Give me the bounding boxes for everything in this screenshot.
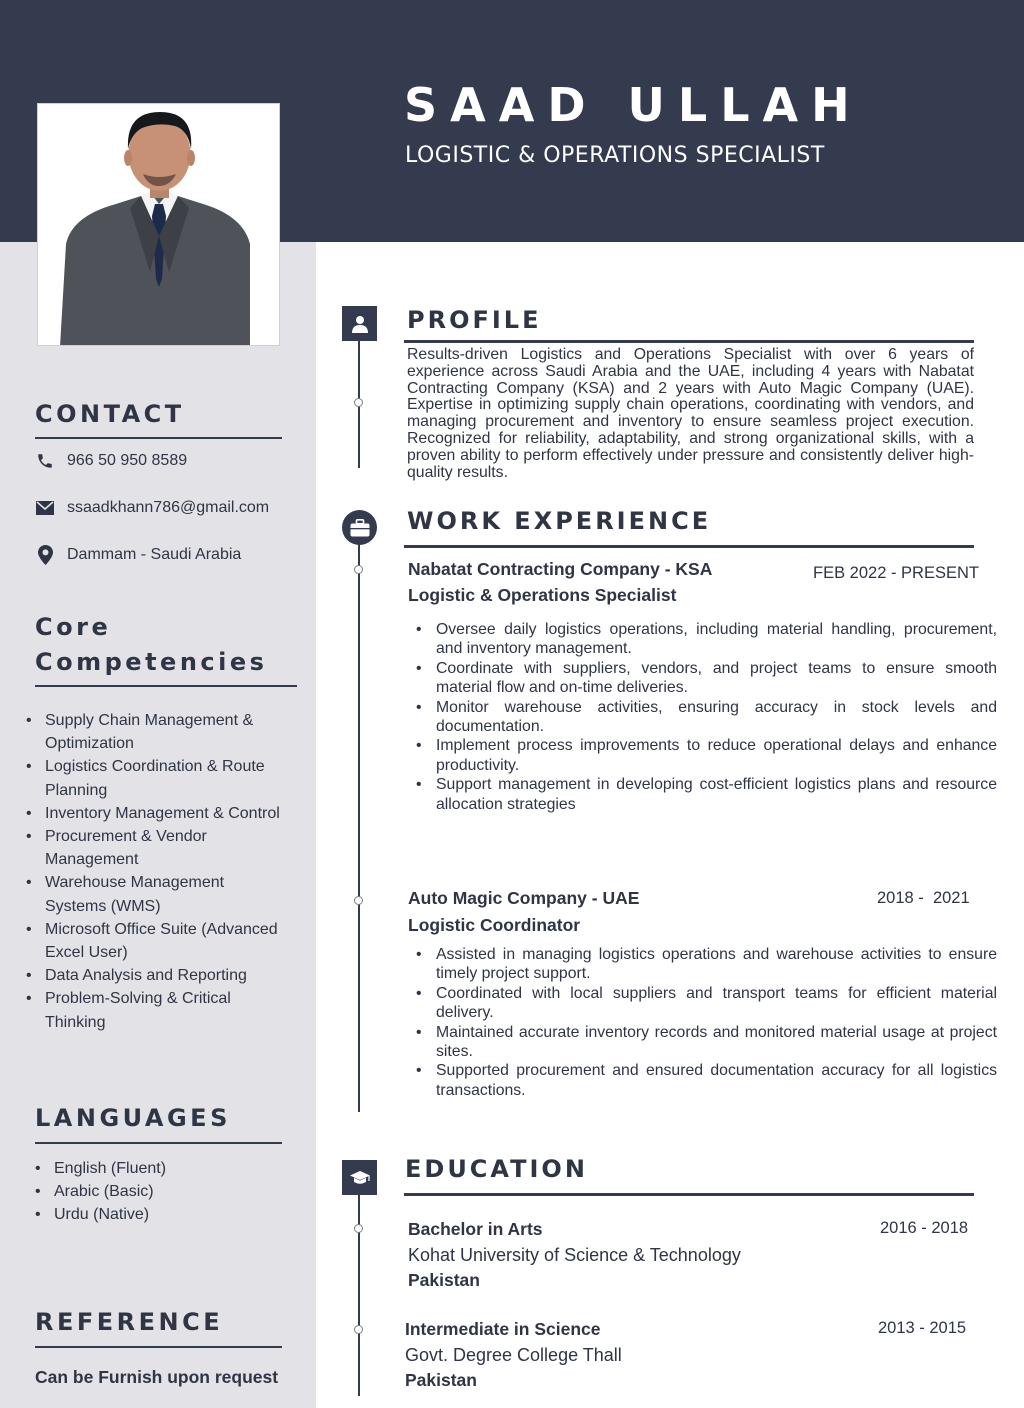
contact-email bbox=[35, 498, 269, 518]
competencies-heading-line1: Core bbox=[35, 613, 112, 641]
competencies-list bbox=[26, 709, 280, 1034]
list-item: • Logistics Coordination & Route Planning bbox=[26, 755, 280, 801]
contact-phone-text: 966 50 950 8589 bbox=[67, 452, 188, 469]
list-item: • Implement process improvements to reduce operational delays and enhance productivity. bbox=[412, 736, 997, 775]
list-item: • Oversee daily logistics operations, including material handling, procurement, and inventory management. bbox=[412, 620, 997, 659]
timeline-education bbox=[358, 1190, 360, 1396]
list-item: • Arabic (Basic) bbox=[35, 1180, 166, 1203]
job-1-role: Logistic & Operations Specialist bbox=[408, 585, 677, 605]
user-icon bbox=[342, 306, 377, 341]
job-2-role: Logistic Coordinator bbox=[408, 915, 581, 935]
edu-1-degree: Bachelor in Arts bbox=[408, 1219, 543, 1239]
languages-rule bbox=[35, 1142, 282, 1144]
edu-2-school: Govt. Degree College Thall bbox=[405, 1345, 622, 1365]
profile-photo bbox=[37, 103, 280, 346]
list-item: • Urdu (Native) bbox=[35, 1203, 166, 1226]
contact-email-text: ssaadkhann786@gmail.com bbox=[67, 499, 270, 516]
competencies-rule bbox=[35, 685, 297, 687]
contact-phone bbox=[35, 451, 187, 471]
job-1-dates: FEB 2022 - PRESENT bbox=[813, 564, 979, 582]
edu-1-school: Kohat University of Science & Technology bbox=[408, 1245, 741, 1265]
list-item: • Maintained accurate inventory records and monitored material usage at project sites. bbox=[412, 1023, 997, 1062]
list-item: • English (Fluent) bbox=[35, 1157, 166, 1180]
graduation-cap-icon bbox=[342, 1160, 377, 1195]
list-item: • Monitor warehouse activities, ensuring accuracy in stock levels and documentation. bbox=[412, 698, 997, 737]
list-item: • Coordinate with suppliers, vendors, and project teams to ensure smooth material flow and on-time deliveries. bbox=[412, 659, 997, 698]
timeline-node bbox=[354, 896, 363, 905]
reference-text: Can be Furnish upon request bbox=[35, 1367, 279, 1387]
list-item: • Supply Chain Management & Optimization bbox=[26, 709, 280, 755]
job-1-bullets bbox=[412, 620, 997, 814]
competencies-heading-line2: Competencies bbox=[35, 648, 268, 676]
briefcase-icon bbox=[342, 510, 377, 545]
edu-1-dates: 2016 - 2018 bbox=[880, 1219, 969, 1237]
list-item: • Inventory Management & Control bbox=[26, 802, 280, 825]
timeline-node bbox=[354, 1325, 363, 1334]
job-2-company: Auto Magic Company - UAE bbox=[408, 888, 640, 908]
contact-location-text: Dammam - Saudi Arabia bbox=[67, 546, 242, 563]
reference-rule bbox=[35, 1346, 282, 1348]
phone-icon bbox=[35, 451, 55, 471]
resume-title: LOGISTIC & OPERATIONS SPECIALIST bbox=[405, 143, 825, 168]
timeline-node bbox=[354, 1224, 363, 1233]
portrait-photo-icon bbox=[38, 104, 280, 346]
languages-heading: LANGUAGES bbox=[35, 1104, 231, 1132]
list-item: • Warehouse Management Systems (WMS) bbox=[26, 871, 280, 917]
contact-location bbox=[35, 545, 241, 565]
edu-2-dates: 2013 - 2015 bbox=[878, 1319, 967, 1337]
contact-rule bbox=[35, 437, 282, 439]
list-item: • Microsoft Office Suite (Advanced Excel User) bbox=[26, 918, 280, 964]
map-pin-icon bbox=[35, 545, 55, 565]
profile-summary: Results-driven Logistics and Operations Specialist with over 6 years of experience across Saudi Arabia and the UAE, including 4 years with Nabatat Contracting Company (KSA) and 2 years with Auto Magic Company (UAE). Expertise in optimizing supply chain operations, coordinating with vendors, and managing procurement and inventory to ensure seamless project execution. Recognized for reliability, adaptability, and strong organizational skills, with a proven ability to perform effectively under pressure and consistently deliver high-quality results. bbox=[407, 346, 974, 481]
job-2-dates: 2018 - 2021 bbox=[877, 889, 970, 907]
education-rule bbox=[404, 1193, 974, 1196]
education-heading: EDUCATION bbox=[405, 1155, 588, 1183]
job-1-company: Nabatat Contracting Company - KSA bbox=[408, 559, 713, 579]
list-item: • Data Analysis and Reporting bbox=[26, 964, 280, 987]
profile-rule bbox=[404, 340, 974, 343]
list-item: • Assisted in managing logistics operations and warehouse activities to ensure timely project support. bbox=[412, 945, 997, 984]
list-item: • Supported procurement and ensured documentation accuracy for all logistics transactions. bbox=[412, 1061, 997, 1100]
timeline-experience bbox=[358, 540, 360, 1112]
contact-heading: CONTACT bbox=[35, 400, 185, 428]
profile-heading: PROFILE bbox=[407, 306, 542, 334]
experience-rule bbox=[404, 545, 974, 548]
edu-2-country: Pakistan bbox=[405, 1370, 477, 1390]
edu-1-country: Pakistan bbox=[408, 1270, 480, 1290]
timeline-node bbox=[354, 565, 363, 574]
edu-2-degree: Intermediate in Science bbox=[405, 1319, 601, 1339]
timeline-node bbox=[354, 398, 363, 407]
reference-heading: REFERENCE bbox=[35, 1308, 224, 1336]
list-item: • Procurement & Vendor Management bbox=[26, 825, 280, 871]
envelope-icon bbox=[35, 498, 55, 518]
list-item: • Coordinated with local suppliers and transport teams for efficient material delivery. bbox=[412, 984, 997, 1023]
languages-list bbox=[35, 1157, 166, 1227]
job-2-bullets bbox=[412, 945, 997, 1100]
experience-heading: WORK EXPERIENCE bbox=[407, 507, 712, 535]
resume-name: SAAD ULLAH bbox=[404, 78, 863, 132]
list-item: • Problem-Solving & Critical Thinking bbox=[26, 987, 280, 1033]
list-item: • Support management in developing cost-efficient logistics plans and resource allocation strategies bbox=[412, 775, 997, 814]
